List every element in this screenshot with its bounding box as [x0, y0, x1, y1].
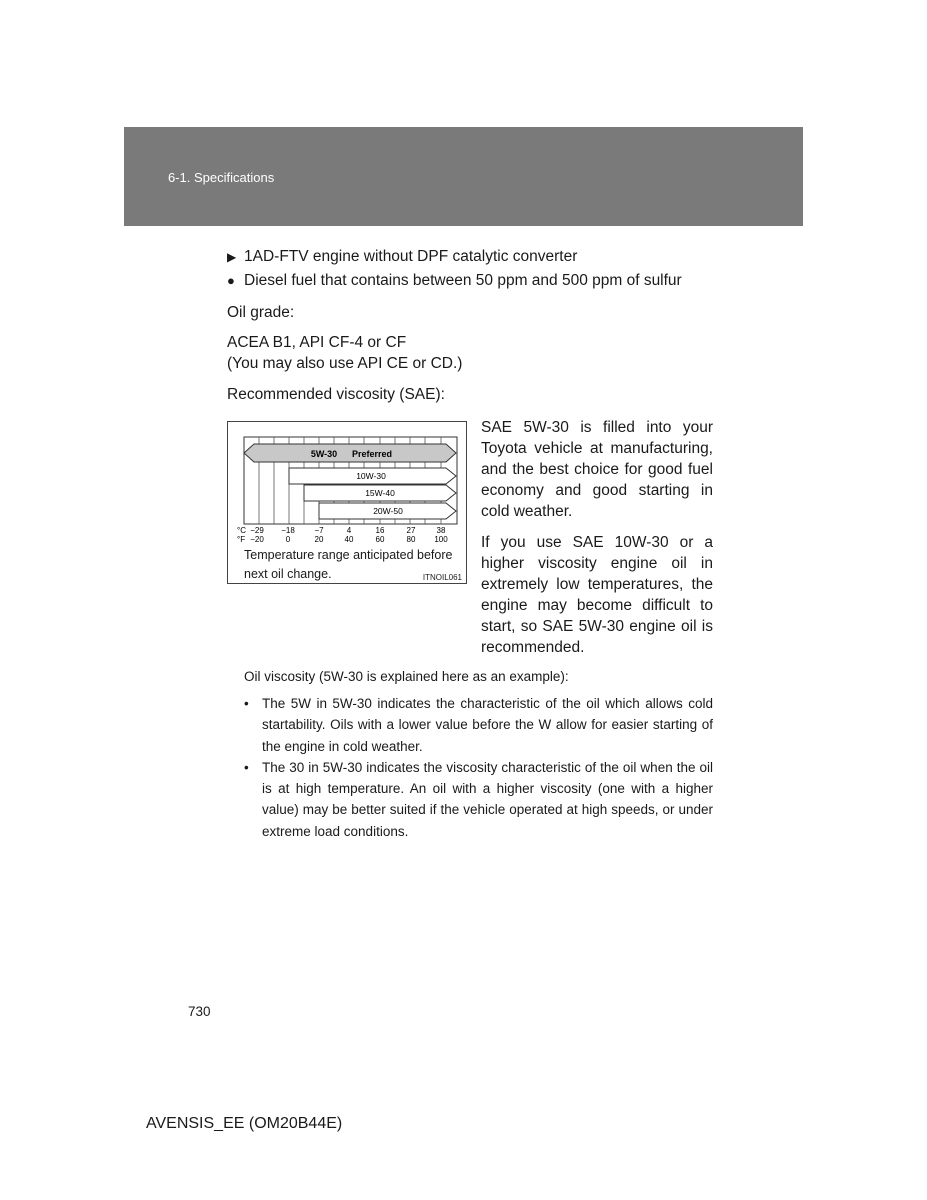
list-item-text: The 5W in 5W-30 indicates the characteristic of the oil which allows cold startability. Oils with a lower value before the W allow for easier starting of the engine in cold weather.: [262, 696, 713, 754]
list-item: [244, 693, 713, 757]
bar-10w30-label: 10W-30: [356, 471, 386, 481]
figure-code: ITNOIL061: [422, 573, 462, 582]
fahrenheit-tick: −20: [250, 535, 264, 544]
section-title: 6-1. Specifications: [168, 170, 275, 185]
celsius-tick: 38: [436, 526, 446, 535]
side-paragraph-2: If you use SAE 10W-30 or a higher viscosity engine oil in extremely low temperatures, the engine may become difficult to start, so SAE 5W-30 engine oil is recommended.: [481, 534, 713, 656]
fuel-line-text: Diesel fuel that contains between 50 ppm and 500 ppm of sulfur: [244, 272, 682, 289]
fahrenheit-tick: 20: [314, 535, 324, 544]
figure-caption: [244, 546, 452, 584]
figure-caption-line-2: next oil change.: [244, 567, 332, 581]
figure-caption-line-1: Temperature range anticipated before: [244, 548, 453, 562]
engine-line-text: 1AD-FTV engine without DPF catalytic converter: [244, 248, 578, 265]
oil-grade-value: ACEA B1, API CF-4 or CF: [227, 334, 407, 351]
oil-grade-alt: (You may also use API CE or CD.): [227, 355, 463, 372]
celsius-tick: 27: [406, 526, 416, 535]
fuel-line: [227, 272, 682, 290]
celsius-tick: −18: [281, 526, 295, 535]
celsius-tick: 4: [346, 526, 352, 535]
document-code: AVENSIS_EE (OM20B44E): [146, 1115, 343, 1132]
fahrenheit-tick: 40: [344, 535, 354, 544]
section-header-band: [124, 127, 803, 226]
celsius-unit: °C: [237, 526, 246, 535]
bar-5w30-label: 5W-30: [310, 449, 338, 459]
list-item: [244, 757, 713, 842]
viscosity-label: Recommended viscosity (SAE):: [227, 386, 445, 403]
fahrenheit-tick: 100: [434, 535, 448, 544]
oil-grade-label: Oil grade:: [227, 304, 295, 321]
fahrenheit-unit: °F: [237, 535, 246, 544]
bullet-dot-icon: ●: [227, 273, 235, 288]
fahrenheit-tick: 0: [285, 535, 291, 544]
bullet-icon: •: [244, 696, 249, 711]
bar-15w40-label: 15W-40: [365, 488, 395, 498]
celsius-tick: 16: [375, 526, 385, 535]
note-title: Oil viscosity (5W-30 is explained here as an example):: [244, 669, 569, 684]
list-item-text: The 30 in 5W-30 indicates the viscosity characteristic of the oil when the oil is at high temperature. An oil with a higher viscosity (one with a higher value) may be better suited if the vehicle operated at high speeds, or under extreme load conditions.: [262, 759, 713, 839]
bullet-icon: •: [244, 759, 249, 775]
bar-20w50-label: 20W-50: [373, 506, 403, 516]
side-paragraph-1: SAE 5W-30 is filled into your Toyota vehicle at manufacturing, and the best choice for good fuel economy and good starting in cold weather.: [481, 419, 713, 520]
page-number: 730: [188, 1004, 211, 1019]
engine-line: [227, 248, 577, 266]
bar-5w30-preferred: Preferred: [351, 449, 393, 459]
note-bullet-list: [244, 693, 713, 842]
fahrenheit-tick: 60: [375, 535, 385, 544]
viscosity-chart: [227, 421, 467, 584]
celsius-tick: −7: [314, 526, 324, 535]
fahrenheit-tick: 80: [406, 535, 416, 544]
celsius-tick: −29: [250, 526, 264, 535]
bar-5w30: [244, 444, 456, 462]
triangle-marker-icon: ▶: [227, 250, 237, 264]
